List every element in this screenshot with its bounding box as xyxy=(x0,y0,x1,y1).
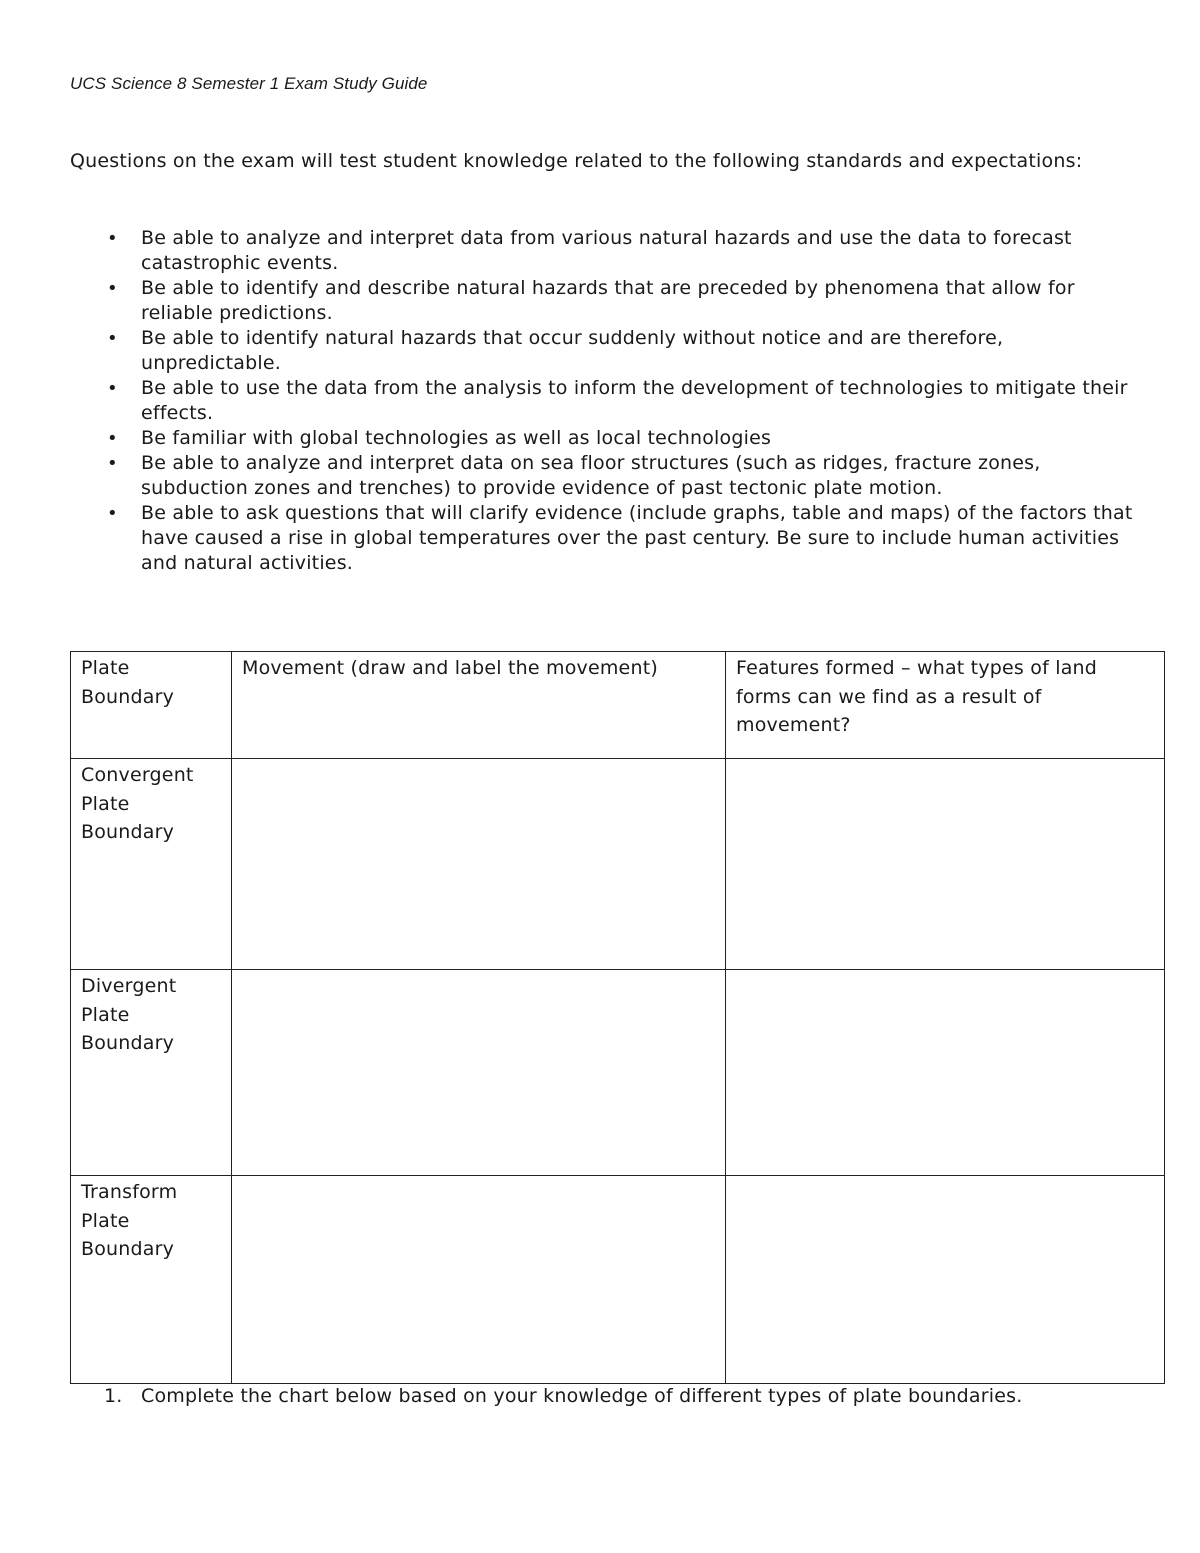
document-header: UCS Science 8 Semester 1 Exam Study Guide xyxy=(70,74,428,93)
list-item xyxy=(70,376,1140,426)
table-row xyxy=(71,759,1165,970)
list-item-text: Be able to identify and describe natural hazards that are preceded by phenomena that allow for reliable predictions. xyxy=(141,277,1075,324)
list-item-text: Be able to ask questions that will clarify evidence (include graphs, table and maps) of the factors that have caused a rise in global temperatures over the past century. Be sure to include human activities and natural activities. xyxy=(141,502,1133,574)
question-text: Complete the chart below based on your knowledge of different types of plate boundaries. xyxy=(141,1385,1023,1407)
list-item-text: Be able to use the data from the analysis to inform the development of technologies to mitigate their effects. xyxy=(141,377,1128,424)
question-number: 1. xyxy=(104,1385,123,1407)
bullet-icon: • xyxy=(107,378,118,399)
bullet-icon: • xyxy=(107,328,118,349)
header-cell-plate-boundary: Plate Boundary xyxy=(71,652,232,759)
list-item xyxy=(70,326,1140,376)
features-cell-divergent[interactable] xyxy=(726,970,1165,1176)
list-item xyxy=(70,226,1140,276)
list-item-text: Be able to analyze and interpret data on sea floor structures (such as ridges, fracture zones, subduction zones and trenches) to provide evidence of past tectonic plate motion. xyxy=(141,452,1041,499)
list-item xyxy=(70,426,1140,451)
table-row xyxy=(71,1176,1165,1384)
row-label-convergent: Convergent Plate Boundary xyxy=(71,759,232,970)
movement-cell-transform[interactable] xyxy=(232,1176,726,1384)
row-label-divergent: Divergent Plate Boundary xyxy=(71,970,232,1176)
list-item xyxy=(70,501,1140,576)
list-item xyxy=(70,276,1140,326)
list-item-text: Be familiar with global technologies as well as local technologies xyxy=(141,427,772,449)
question-1 xyxy=(104,1384,1184,1409)
movement-cell-convergent[interactable] xyxy=(232,759,726,970)
standards-list xyxy=(70,226,1140,576)
list-item xyxy=(70,451,1140,501)
features-cell-transform[interactable] xyxy=(726,1176,1165,1384)
table-row xyxy=(71,970,1165,1176)
bullet-icon: • xyxy=(107,428,118,449)
movement-cell-divergent[interactable] xyxy=(232,970,726,1176)
features-cell-convergent[interactable] xyxy=(726,759,1165,970)
plate-boundary-table xyxy=(70,651,1165,1384)
header-cell-movement: Movement (draw and label the movement) xyxy=(232,652,726,759)
table-header-row xyxy=(71,652,1165,759)
intro-paragraph: Questions on the exam will test student knowledge related to the following standards and expectations: xyxy=(70,150,1083,172)
bullet-icon: • xyxy=(107,278,118,299)
list-item-text: Be able to identify natural hazards that occur suddenly without notice and are therefore, unpredictable. xyxy=(141,327,1004,374)
bullet-icon: • xyxy=(107,503,118,524)
row-label-transform: Transform Plate Boundary xyxy=(71,1176,232,1384)
list-item-text: Be able to analyze and interpret data from various natural hazards and use the data to forecast catastrophic events. xyxy=(141,227,1072,274)
header-cell-features-formed: Features formed – what types of land forms can we find as a result of movement? xyxy=(726,652,1165,759)
bullet-icon: • xyxy=(107,228,118,249)
bullet-icon: • xyxy=(107,453,118,474)
